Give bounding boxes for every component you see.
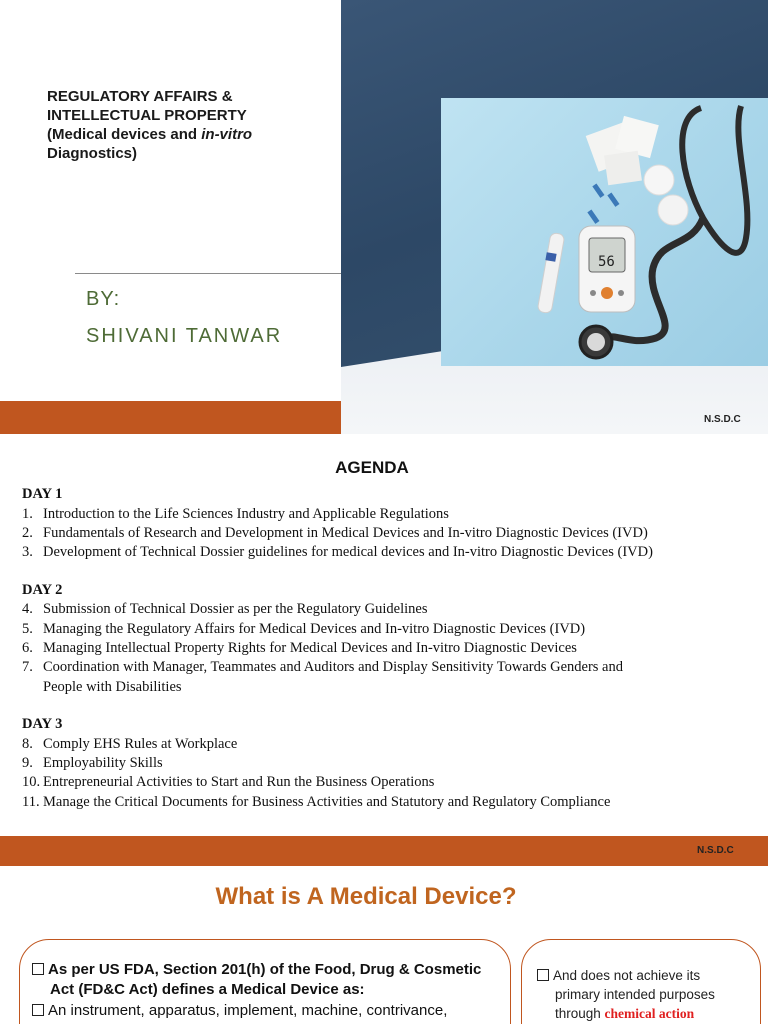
item-number: 1.: [22, 506, 33, 522]
item-text: People with Disabilities: [43, 679, 182, 695]
title-slide: [0, 0, 768, 434]
note-bullet-continuation: primary intended purposes: [555, 987, 715, 1002]
item-number: 7.: [22, 659, 33, 675]
item-text: Managing the Regulatory Affairs for Medical Devices and In-vitro Diagnostic Devices (IVD): [43, 621, 586, 637]
definition-slide: [0, 866, 768, 1024]
agenda-item: [22, 543, 742, 562]
agenda-item: [22, 793, 742, 812]
bullet-text: As per US FDA, Section 201(h) of the Food, Drug & Cosmetic: [48, 961, 482, 978]
lancets: [587, 184, 619, 224]
definition-bullet: [32, 960, 481, 980]
author-name: SHIVANI TANWAR: [86, 325, 283, 347]
day-heading: DAY 2: [22, 582, 63, 598]
highlighted-term: chemical action: [604, 1006, 695, 1021]
checkbox-bullet-icon: [32, 963, 44, 975]
agenda-item-continuation: [22, 678, 742, 697]
agenda-item: [22, 505, 742, 524]
title-italic-text: in-vitro: [201, 126, 253, 143]
accent-footer-bar: [0, 836, 768, 866]
title-text: (Medical devices and: [47, 126, 202, 143]
checkbox-bullet-icon: [537, 969, 549, 981]
agenda-title: AGENDA: [335, 458, 409, 477]
checkbox-bullet-icon: [32, 1004, 44, 1016]
agenda-item: [22, 600, 742, 619]
item-number: 8.: [22, 736, 33, 752]
agenda-item: [22, 773, 742, 792]
agenda-item: [22, 658, 742, 677]
slide-title: What is A Medical Device?: [215, 883, 517, 910]
glucometer: [579, 226, 635, 312]
item-text: Fundamentals of Research and Development in Medical Devices and In-vitro Diagnostic Devices (IVD): [43, 525, 648, 541]
title-line: REGULATORY AFFAIRS &: [47, 88, 233, 105]
item-text: Managing Intellectual Property Rights for Medical Devices and In-vitro Diagnostic Devices: [43, 640, 577, 656]
accent-footer-bar: [0, 401, 341, 434]
definition-bullet: [32, 1001, 447, 1021]
footer-label: N.S.D.C: [697, 845, 734, 856]
agenda-item: [22, 639, 742, 658]
item-text: Submission of Technical Dossier as per the Regulatory Guidelines: [43, 601, 428, 617]
item-number: 11.: [22, 794, 40, 810]
medical-devices-photo: [441, 98, 768, 366]
item-text: Comply EHS Rules at Workplace: [43, 736, 238, 752]
day-heading: DAY 1: [22, 486, 63, 502]
item-text: Manage the Critical Documents for Business Activities and Statutory and Regulatory Compliance: [43, 794, 611, 810]
agenda-item: [22, 754, 742, 773]
item-number: 2.: [22, 525, 33, 541]
title-line: INTELLECTUAL PROPERTY: [47, 107, 247, 124]
day-heading: DAY 3: [22, 716, 63, 732]
bullet-text: And does not achieve its: [553, 968, 701, 983]
item-number: 9.: [22, 755, 33, 771]
bullet-text: An instrument, apparatus, implement, machine, contrivance,: [48, 1002, 448, 1019]
agenda-item: [22, 620, 742, 639]
item-text: Entrepreneurial Activities to Start and Run the Business Operations: [43, 774, 435, 790]
title-line: Diagnostics): [47, 145, 138, 162]
agenda-item: [22, 735, 742, 754]
item-number: 4.: [22, 601, 33, 617]
definition-bullet-continuation: Act (FD&C Act) defines a Medical Device as:: [50, 981, 365, 998]
item-number: 5.: [22, 621, 33, 637]
item-text: Development of Technical Dossier guidelines for medical devices and In-vitro Diagnostic Devices (IVD): [43, 544, 653, 560]
stethoscope-glucometer-illustration: [441, 98, 768, 366]
cotton-pads: [644, 165, 688, 225]
lancing-pen: [537, 232, 565, 313]
item-number: 10.: [22, 774, 41, 790]
agenda-item: [22, 524, 742, 543]
meter-reading: 56: [598, 254, 615, 270]
item-text: Coordination with Manager, Teammates and Auditors and Display Sensitivity Towards Genders and: [43, 659, 623, 675]
footer-label: N.S.D.C: [704, 414, 741, 425]
item-number: 3.: [22, 544, 33, 560]
title-line: [47, 125, 327, 144]
item-number: 6.: [22, 640, 33, 656]
note-bullet: [537, 966, 700, 985]
item-text: Introduction to the Life Sciences Industry and Applicable Regulations: [43, 506, 449, 522]
divider-line: [75, 273, 341, 274]
byline-label: BY:: [86, 288, 121, 310]
item-text: Employability Skills: [43, 755, 163, 771]
presentation-title: [47, 87, 327, 163]
agenda-slide: [0, 434, 768, 866]
note-bullet-continuation: [555, 1004, 694, 1023]
note-text: through: [555, 1006, 605, 1021]
